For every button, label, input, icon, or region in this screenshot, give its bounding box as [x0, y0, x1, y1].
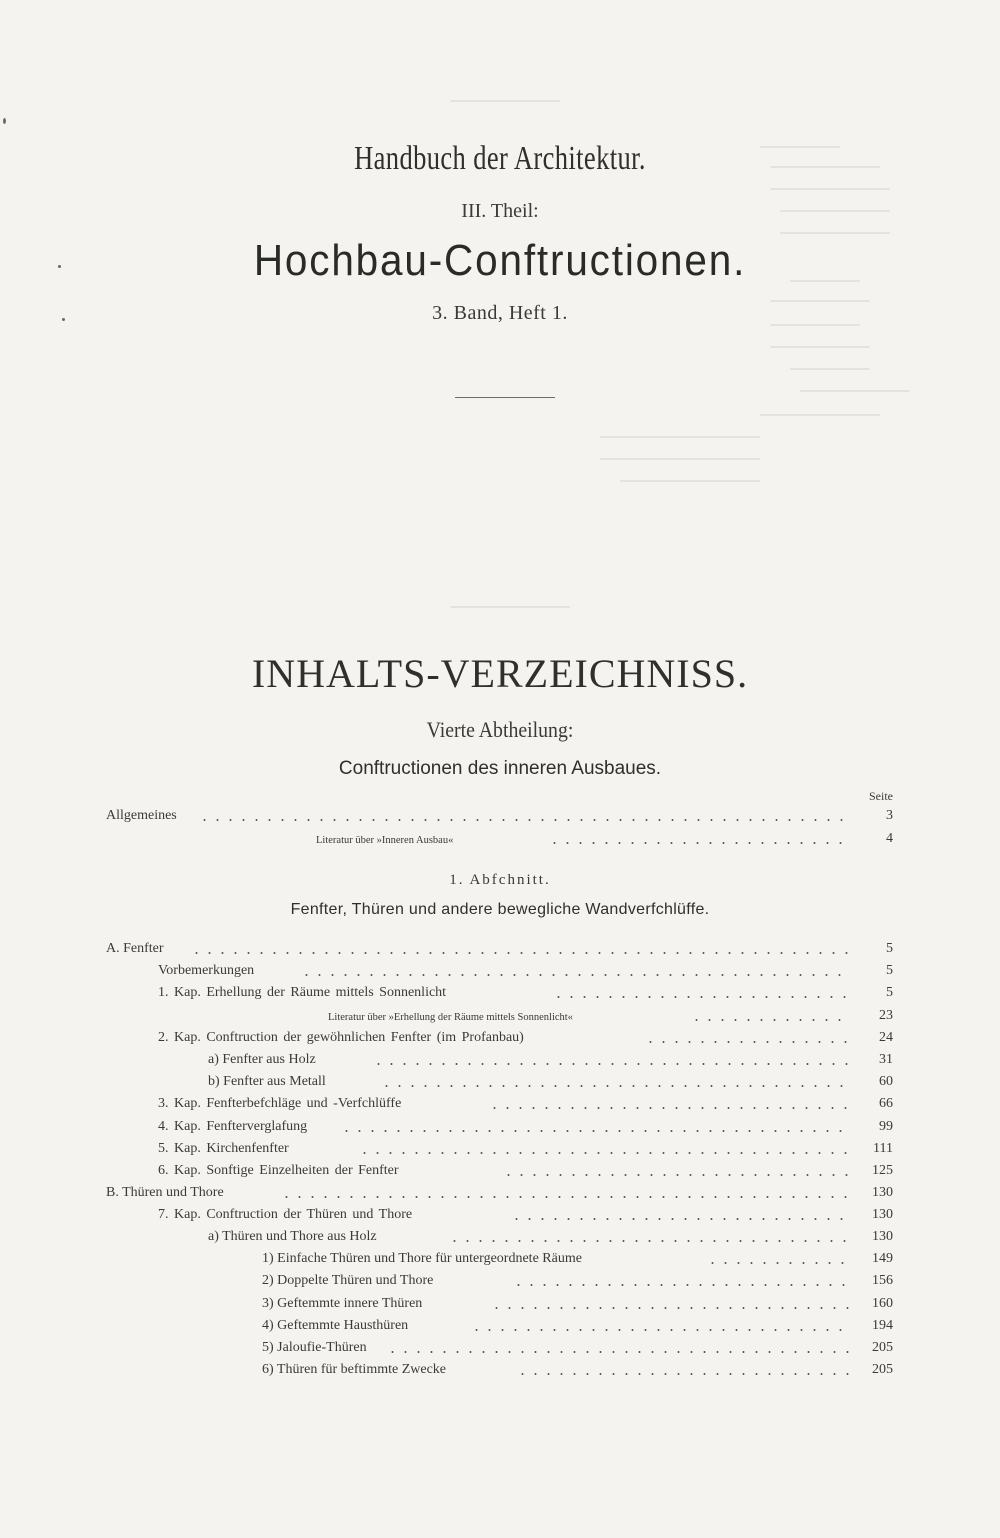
toc-entry	[0, 1006, 1000, 1028]
division-label: Vierte Abtheilung:	[426, 717, 574, 742]
toc-entry-title: b) Fenfter aus Metall	[208, 1074, 326, 1089]
leader-dots	[198, 819, 850, 821]
toc-entry	[0, 1050, 1000, 1072]
toc-entry	[0, 1227, 1000, 1249]
toc-entry	[0, 1139, 1000, 1161]
toc-entry-title: Literatur über »Erhellung der Räume mittels Sonnenlicht«	[328, 1012, 573, 1023]
toc-entry-page: 3	[886, 808, 893, 823]
toc-entry	[0, 1249, 1000, 1271]
toc-entry-page: 60	[879, 1074, 893, 1089]
contents-title: INHALTS-VERZEICHNISS.	[251, 651, 749, 696]
toc-entry	[0, 1271, 1000, 1293]
toc-entry-page: 149	[872, 1251, 893, 1266]
toc-entry-title: a) Thüren und Thore aus Holz	[208, 1229, 377, 1244]
toc-entry-title: 1. Kap. Erhellung der Räume mittels Sonnenlicht	[158, 985, 447, 1000]
toc-entry-page: 111	[873, 1141, 893, 1156]
toc-entry-page: 130	[872, 1229, 893, 1244]
toc-entry-title: A. Fenfter	[106, 941, 164, 956]
toc-entry	[0, 939, 1000, 961]
toc-entry	[0, 1161, 1000, 1183]
toc-entry-title: Literatur über »Inneren Ausbau«	[316, 835, 454, 846]
leader-dots	[448, 1240, 850, 1242]
toc-entry-title: 7. Kap. Conftruction der Thüren und Thore	[158, 1207, 413, 1222]
toc-entry-page: 125	[872, 1163, 893, 1178]
leader-dots	[340, 1130, 850, 1132]
toc-entry-title: 2. Kap. Conftruction der gewöhnlichen Fenfter (im Profanbau)	[158, 1030, 524, 1045]
toc-entry	[0, 1117, 1000, 1139]
margin-speck	[3, 118, 6, 124]
leader-dots	[552, 996, 850, 998]
toc-entry	[0, 1072, 1000, 1094]
toc-entry-page: 31	[879, 1052, 893, 1067]
part-label: III. Theil:	[461, 200, 539, 222]
volume-label: 3. Band, Heft 1.	[432, 302, 568, 324]
toc-entry-page: 205	[872, 1362, 893, 1377]
toc-entry	[0, 961, 1000, 983]
toc-entry-page: 156	[872, 1273, 893, 1288]
toc-entry-page: 5	[886, 985, 893, 1000]
section-title: Fenfter, Thüren und andere bewegliche Wandverfchlüffe.	[290, 901, 710, 918]
toc-entry-title: a) Fenfter aus Holz	[208, 1052, 316, 1067]
toc-entry	[0, 1205, 1000, 1227]
leader-dots	[280, 1196, 850, 1198]
toc-entry-title: 1) Einfache Thüren und Thore für untergeordnete Räume	[262, 1251, 582, 1266]
toc-entry-page: 24	[879, 1030, 893, 1045]
toc-entry-page: 23	[879, 1008, 893, 1023]
leader-dots	[510, 1218, 850, 1220]
leader-dots	[512, 1284, 850, 1286]
leader-dots	[386, 1351, 850, 1353]
leader-dots	[300, 974, 850, 976]
leader-dots	[190, 952, 850, 954]
toc-entry-title: B. Thüren und Thore	[106, 1185, 224, 1200]
toc-entry-page: 5	[886, 941, 893, 956]
toc-entry-page: 160	[872, 1296, 893, 1311]
toc-entry	[0, 806, 1000, 828]
leader-dots	[644, 1041, 850, 1043]
toc-entry	[0, 1094, 1000, 1116]
toc-entry-title: 5) Jaloufie-Thüren	[262, 1340, 367, 1355]
leader-dots	[380, 1085, 850, 1087]
leader-dots	[470, 1329, 850, 1331]
toc-entry-title: 4) Geftemmte Hausthüren	[262, 1318, 409, 1333]
toc-entry	[0, 1316, 1000, 1338]
leader-dots	[372, 1063, 850, 1065]
toc-entry-title: 3. Kap. Fenfterbefchläge und -Verfchlüffe	[158, 1096, 402, 1111]
toc-entry-page: 194	[872, 1318, 893, 1333]
toc-entry-title: Vorbemerkungen	[158, 963, 255, 978]
toc-entry-title: 3) Geftemmte innere Thüren	[262, 1296, 423, 1311]
leader-dots	[690, 1019, 850, 1021]
title-divider	[455, 397, 555, 398]
toc-entry-page: 205	[872, 1340, 893, 1355]
part-title: Hochbau-Conftructionen.	[253, 236, 747, 285]
leader-dots	[490, 1307, 850, 1309]
toc-entry	[0, 1028, 1000, 1050]
toc-entry-page: 66	[879, 1096, 893, 1111]
toc-entry	[0, 829, 1000, 851]
toc-entry-page: 4	[886, 831, 893, 846]
toc-entry-title: 5. Kap. Kirchenfenfter	[158, 1141, 289, 1156]
leader-dots	[706, 1262, 850, 1264]
leader-dots	[548, 842, 850, 844]
leader-dots	[488, 1107, 850, 1109]
toc-entry	[0, 1338, 1000, 1360]
toc-entry-title: 6) Thüren für beftimmte Zwecke	[262, 1362, 447, 1377]
toc-entry-title: 6. Kap. Sonftige Einzelheiten der Fenfter	[158, 1163, 399, 1178]
toc-entry	[0, 1294, 1000, 1316]
toc-entry	[0, 983, 1000, 1005]
toc-entry-title: 4. Kap. Fenfterverglafung	[158, 1119, 308, 1134]
leader-dots	[358, 1152, 850, 1154]
toc-entry-page: 130	[872, 1185, 893, 1200]
leader-dots	[502, 1174, 850, 1176]
toc-entry-title: 2) Doppelte Thüren und Thore	[262, 1273, 434, 1288]
toc-entry-page: 130	[872, 1207, 893, 1222]
division-title: Conftructionen des inneren Ausbaues.	[338, 758, 662, 779]
toc-entry-title: Allgemeines	[106, 808, 177, 823]
section-label: 1. Abfchnitt.	[449, 872, 551, 888]
toc-entry-page: 99	[879, 1119, 893, 1134]
handbook-title: Handbuch der Architektur.	[354, 140, 646, 177]
toc-entry-page: 5	[886, 963, 893, 978]
toc-entry	[0, 1360, 1000, 1382]
page-column-header: Seite	[869, 789, 893, 803]
toc-entry	[0, 1183, 1000, 1205]
leader-dots	[516, 1373, 850, 1375]
